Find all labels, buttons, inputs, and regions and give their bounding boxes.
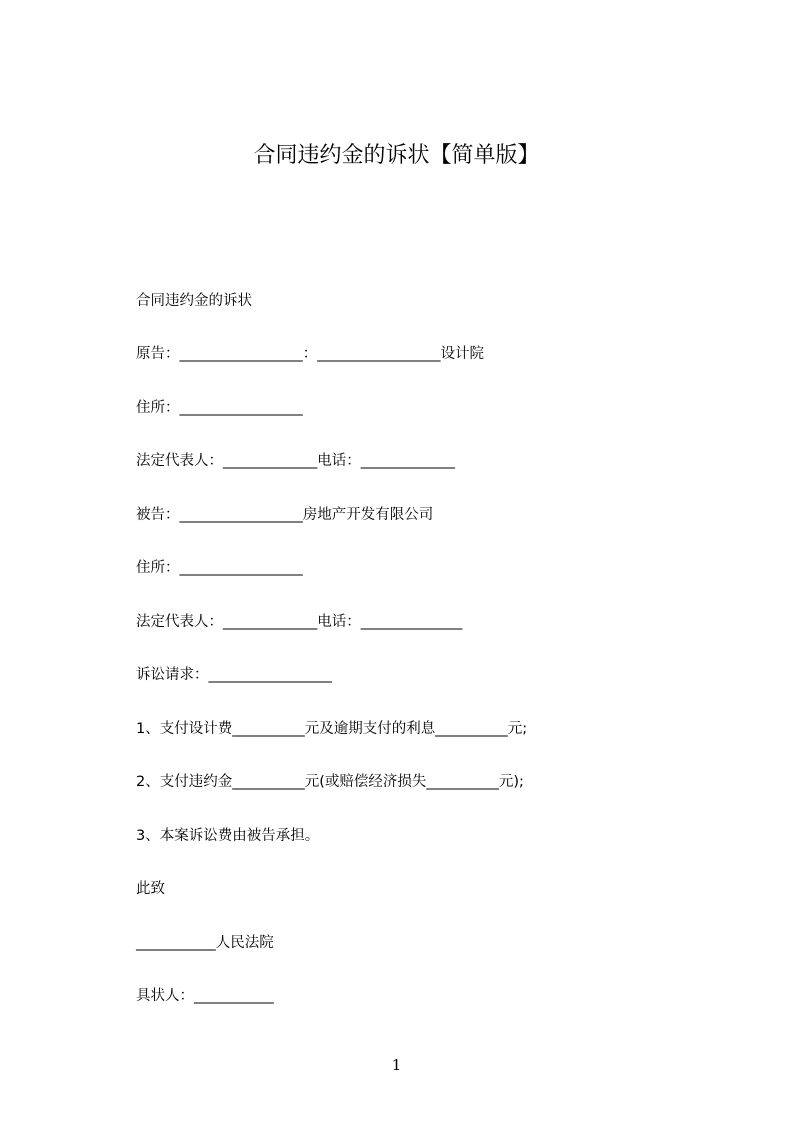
defendant-address-line: 住所：_________________ — [136, 560, 303, 576]
salutation-line: 此致 — [136, 881, 165, 897]
signature-line: 具状人：___________ — [136, 988, 274, 1004]
court-line: ___________人民法院 — [136, 935, 274, 951]
plaintiff-line: 原告：_________________：_________________设计院 — [136, 346, 484, 362]
claims-line: 诉讼请求：_________________ — [136, 667, 332, 683]
defendant-representative-line: 法定代表人：_____________电话：______________ — [136, 614, 463, 630]
page-title: 合同违约金的诉状【简单版】 — [253, 143, 540, 168]
plaintiff-representative-line: 法定代表人：_____________电话：_____________ — [136, 453, 455, 469]
page-number: 1 — [391, 1056, 402, 1074]
plaintiff-address-line: 住所：_________________ — [136, 400, 303, 416]
claim-item-3: 3、本案诉讼费由被告承担。 — [136, 828, 320, 844]
claim-item-1: 1、支付设计费__________元及逾期支付的利息__________元; — [136, 721, 528, 737]
defendant-line: 被告：_________________房地产开发有限公司 — [136, 507, 434, 523]
doc-heading: 合同违约金的诉状 — [136, 293, 252, 309]
claim-item-2: 2、支付违约金__________元(或赔偿经济损失__________元); — [136, 774, 524, 790]
